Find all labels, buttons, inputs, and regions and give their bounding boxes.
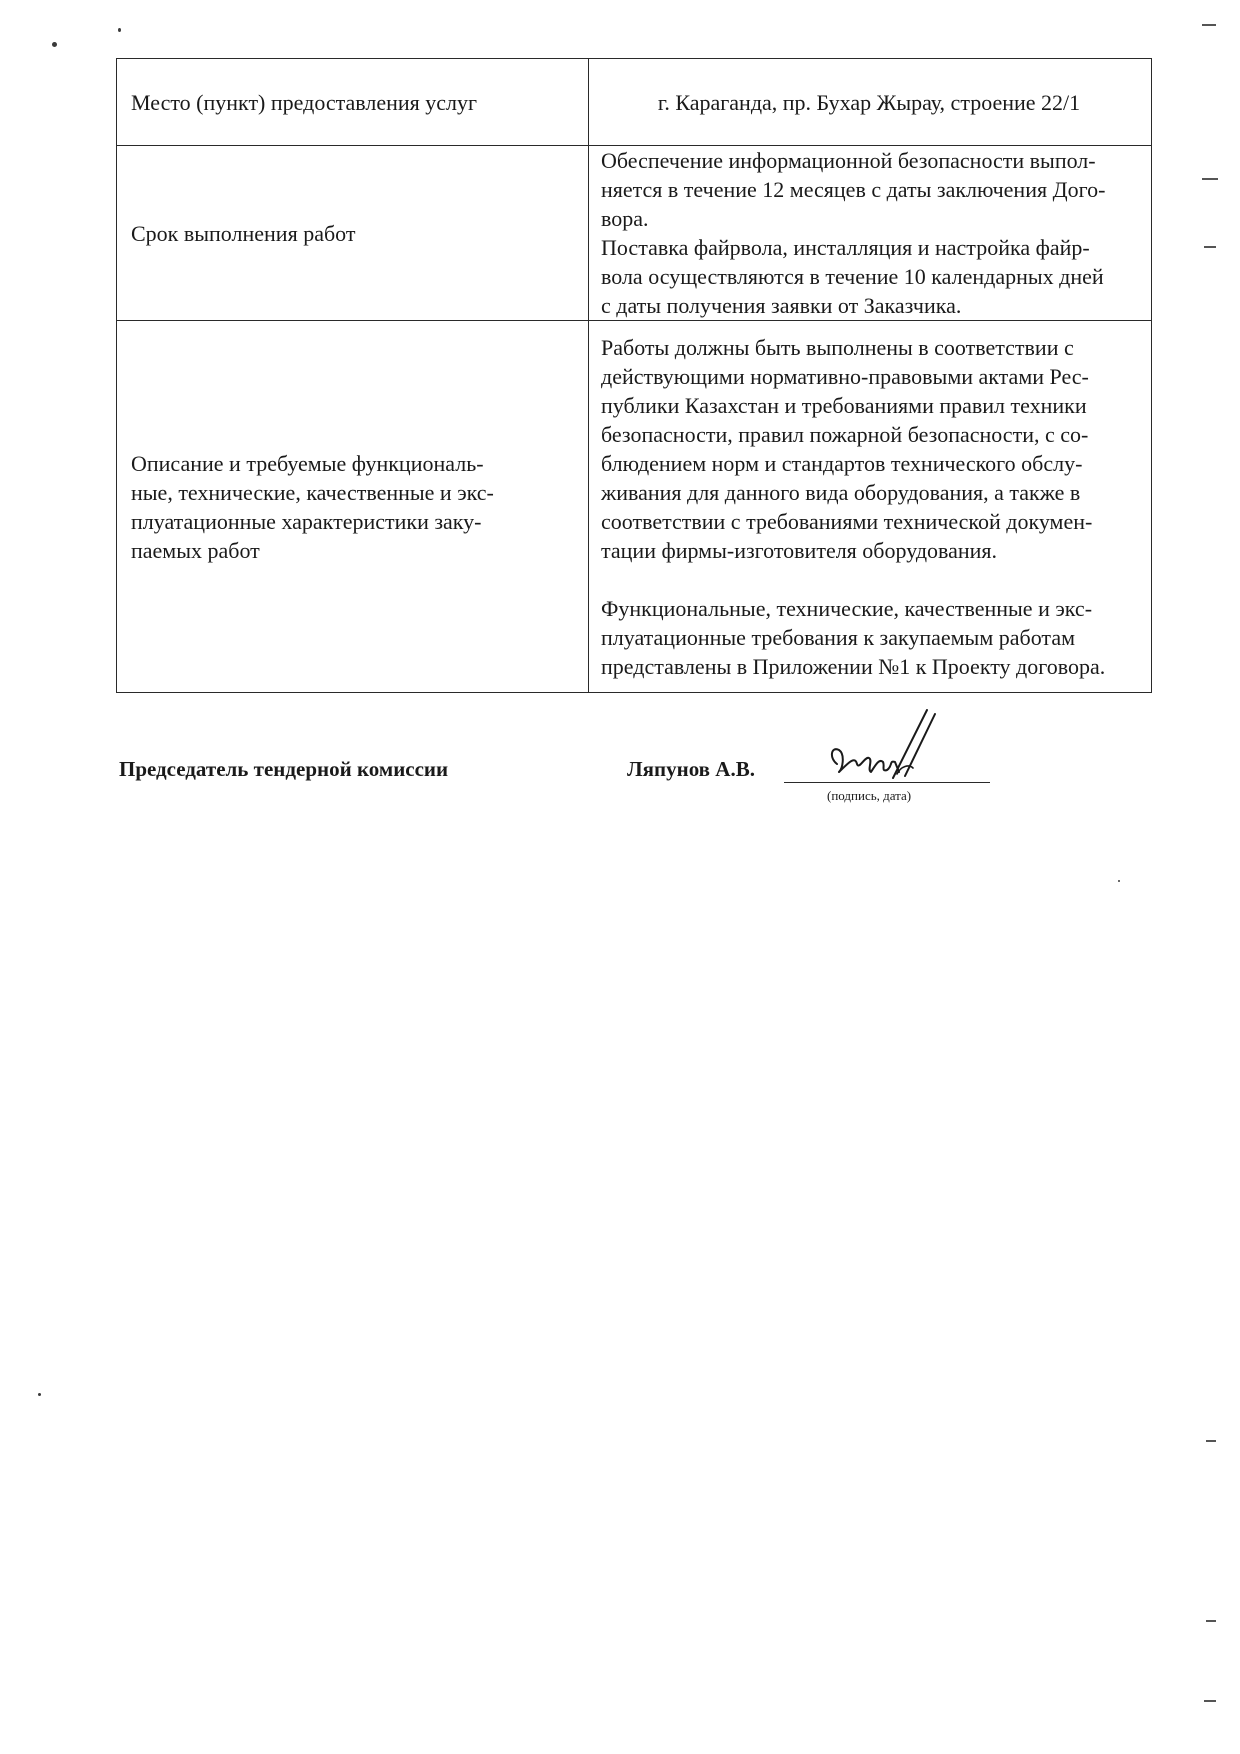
row-label — [117, 321, 589, 693]
signature-block — [119, 752, 1019, 822]
chairman-name: Ляпунов А.В. — [627, 757, 755, 781]
row-label: Срок выполнения работ — [117, 146, 589, 321]
chairman-title: Председатель тендерной комиссии — [119, 757, 449, 781]
row-value — [589, 146, 1152, 321]
value-paragraph: Функциональные, технические, качественные и экс- плуатационные требования к закупаемым работам представлены в Приложении №1 к Проекту договора. — [601, 595, 1106, 679]
row-label: Место (пункт) предоставления услуг — [117, 59, 589, 146]
value-paragraph: г. Караганда, пр. Бухар Жырау, строение 22/1 — [657, 89, 1081, 115]
signature-caption: (подпись, дата) — [827, 788, 912, 803]
scan-edge-mark — [1204, 246, 1216, 248]
table-row — [117, 59, 1152, 146]
scan-edge-mark — [1202, 178, 1218, 180]
specification-table — [116, 58, 1152, 693]
table-row — [117, 321, 1152, 693]
scan-edge-mark — [1202, 24, 1216, 26]
scan-speck — [52, 42, 57, 47]
value-paragraph: Работы должны быть выполнены в соответствии с действующими нормативно-правовыми актами Рес- публики Казахстан и требованиями правил техники безопасности, правил пожарной безопасности, с со- блюдением норм и стандартов технического обслу- живания для данного вида оборудования, а также в соответствии с требованиями технической докумен- тации фирмы-изготовителя оборудования. — [601, 334, 1093, 563]
row-value — [589, 321, 1152, 693]
scan-edge-mark — [1206, 1620, 1216, 1622]
row-value — [589, 59, 1152, 146]
scan-speck — [38, 1393, 41, 1396]
table-row — [117, 146, 1152, 321]
value-paragraph: Обеспечение информационной безопасности выпол- няется в течение 12 месяцев с даты заключения Дого- вора. Поставка файрвола, инсталляция и настройка файр- вола осуществляются в течение 10 календарных дней с даты получения заявки от Заказчика. — [601, 148, 1106, 318]
handwritten-signature — [809, 706, 939, 796]
row-label-text: Описание и требуемые функциональ- ные, технические, качественные и экс- плуатационные характеристики заку- паемых работ — [131, 450, 494, 563]
scan-speck — [1118, 880, 1120, 882]
scan-speck — [118, 28, 121, 32]
scan-edge-mark — [1204, 1700, 1216, 1702]
scan-edge-mark — [1206, 1440, 1216, 1442]
